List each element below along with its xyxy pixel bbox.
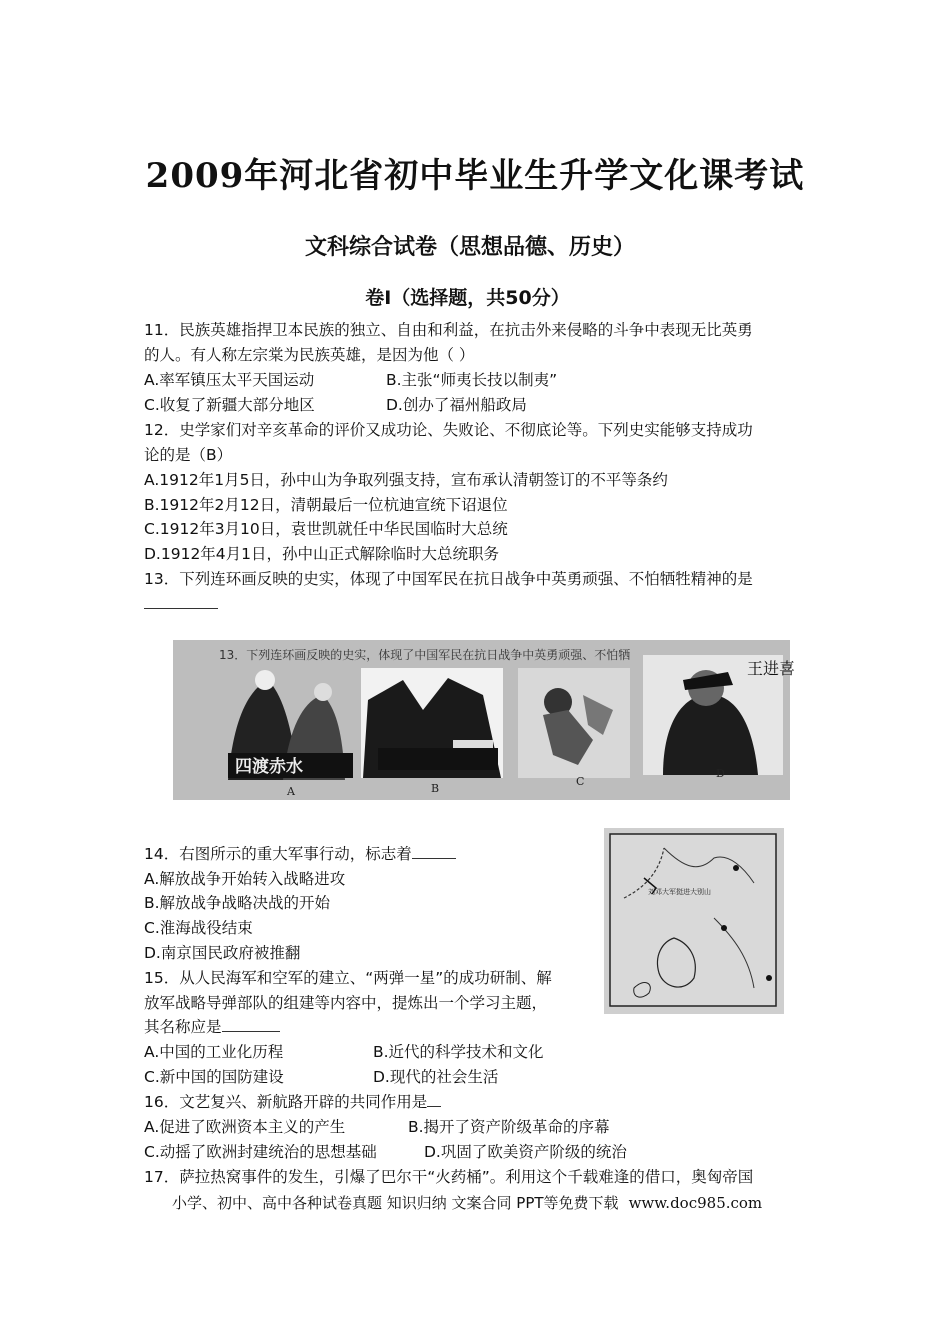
section-heading: 卷Ⅰ（选择题，共50分） (365, 287, 570, 309)
exam-title: 2009年河北省初中毕业生升学文化课考试 (145, 156, 805, 196)
q16-option-b: B.揭开了资产阶级革命的序幕 (408, 1118, 610, 1136)
q13-stem-line1: 13．下列连环画反映的史实，体现了中国军民在抗日战争中英勇顽强、不怕牺牲精神的是 (144, 570, 753, 588)
panel-d-label: D (716, 767, 725, 780)
q12-option-a: A.1912年1月5日，孙中山为争取列强支持，宣布承认清朝签订的不平等条约 (144, 471, 668, 489)
comic-panel-b (361, 668, 503, 795)
footer-text: 小学、初中、高中各种试卷真题 知识归纳 文案合同 PPT等免费下载 (172, 1194, 619, 1212)
q12-stem-line1: 12．史学家们对辛亥革命的评价又成功论、失败论、不彻底论等。下列史实能够支持成功 (144, 421, 753, 439)
q14-option-a: A.解放战争开始转入战略进攻 (144, 870, 346, 888)
panel-b-label: B (431, 782, 440, 795)
q16-option-c: C.动摇了欧洲封建统治的思想基础 (144, 1143, 377, 1161)
q11-option-b: B.主张“师夷长技以制夷” (386, 371, 558, 389)
q16-stem-line1: 16．文艺复兴、新航路开辟的共同作用是 (144, 1090, 441, 1114)
q14-option-d: D.南京国民政府被推翻 (144, 944, 301, 962)
q12-stem-line2: 论的是（B） (144, 446, 233, 464)
q14-option-b: B.解放战争战略决战的开始 (144, 894, 331, 912)
q15-stem-line3: 其名称应是 (144, 1015, 280, 1039)
q15-option-c: C.新中国的国防建设 (144, 1068, 284, 1086)
q12-option-c: C.1912年3月10日，袁世凯就任中华民国临时大总统 (144, 520, 508, 538)
panel-d-poster-text: 王进喜 (747, 659, 796, 678)
q12-option-d: D.1912年4月1日，孙中山正式解除临时大总统职务 (144, 545, 500, 563)
q11-stem-line2: 的人。有人称左宗棠为民族英雄，是因为他（ ） (144, 346, 475, 364)
panel-a-banner: 四渡赤水 (235, 757, 303, 777)
q17-stem-line1: 17．萨拉热窝事件的发生，引爆了巴尔干“火药桶”。利用这个千载难逢的借口，奥匈帝国 (144, 1168, 754, 1186)
q15-stem-line1: 15．从人民海军和空军的建立、“两弹一星”的成功研制、解 (144, 969, 552, 987)
q14-stem-line1: 14．右图所示的重大军事行动，标志着 (144, 842, 456, 866)
q14-map-image (604, 828, 784, 1014)
q16-option-a: A.促进了欧洲资本主义的产生 (144, 1118, 346, 1136)
footer-url[interactable]: www.doc985.com (628, 1194, 763, 1212)
q14-option-c: C.淮海战役结束 (144, 919, 253, 937)
q11-option-a: A.率军镇压太平天国运动 (144, 371, 315, 389)
q13-answer-blank (144, 592, 218, 616)
q15-option-d: D.现代的社会生活 (373, 1068, 499, 1086)
exam-subtitle: 文科综合试卷（思想品德、历史） (304, 235, 635, 260)
q15-option-a: A.中国的工业化历程 (144, 1043, 284, 1061)
q11-stem-line1: 11．民族英雄指捍卫本民族的独立、自由和利益，在抗击外来侵略的斗争中表现无比英勇 (144, 321, 753, 339)
comic-panel-d (643, 655, 795, 780)
comic-panel-c (518, 668, 630, 788)
q16-option-d: D.巩固了欧美资产阶级的统治 (424, 1143, 627, 1161)
q13-image-caption: 13．下列连环画反映的史实，体现了中国军民在抗日战争中英勇顽强、不怕牺 (219, 648, 631, 662)
q13-comic-image (173, 640, 796, 800)
q12-option-b: B.1912年2月12日，清朝最后一位杭迪宣统下诏退位 (144, 496, 508, 514)
q11-option-d: D.创办了福州船政局 (386, 396, 527, 414)
q15-stem-line2: 放军战略导弹部队的组建等内容中，提炼出一个学习主题， (144, 994, 548, 1012)
panel-a-label: A (287, 785, 295, 798)
map-route-label: 刘邓大军挺进大别山 (648, 888, 711, 896)
panel-c-label: C (576, 775, 585, 788)
q11-option-c: C.收复了新疆大部分地区 (144, 396, 315, 414)
q15-option-b: B.近代的科学技术和文化 (373, 1043, 544, 1061)
page-footer (172, 1192, 762, 1213)
